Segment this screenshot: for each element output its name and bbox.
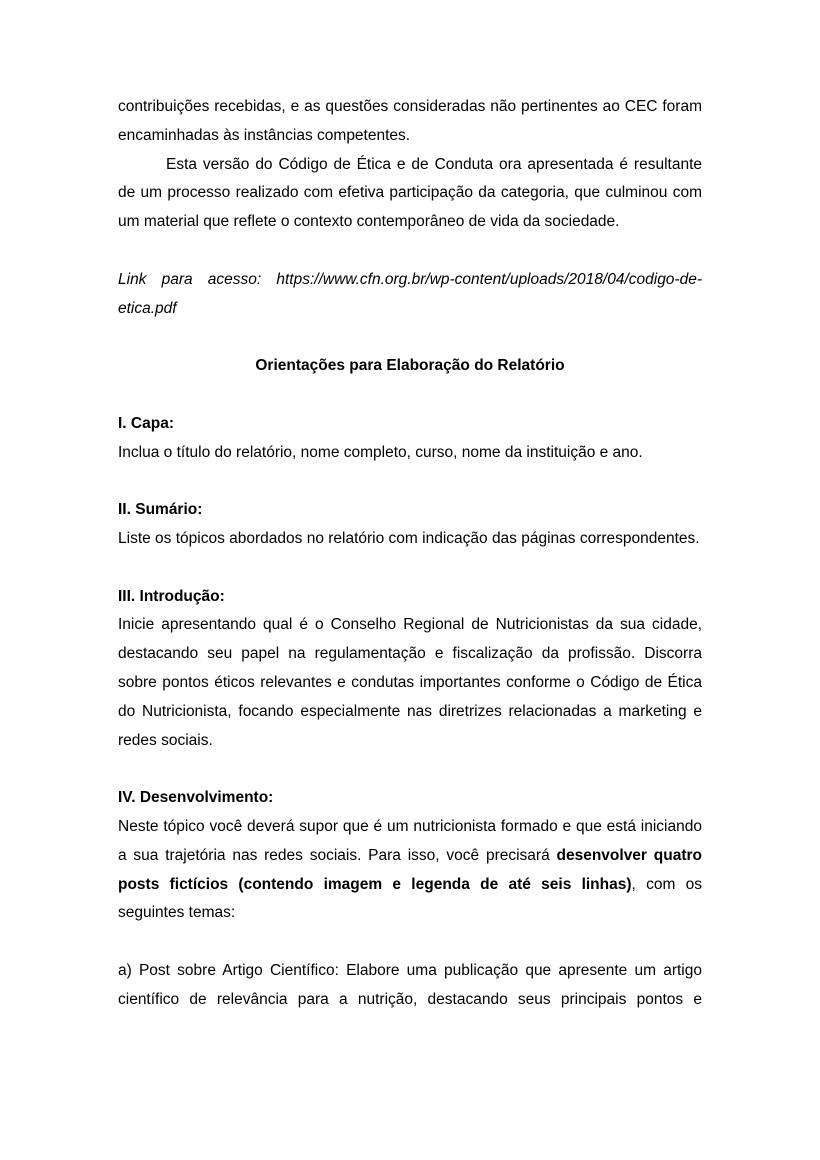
- intro-paragraph-version: Esta versão do Código de Ética e de Conduta ora apresentada é resultante de um processo realizado com efetiva participação da categoria, que culminou com um material que reflete o contexto contemporâneo de vida da sociedade.: [118, 155, 702, 231]
- spacer: [118, 755, 702, 784]
- spacer: [118, 237, 702, 266]
- section-text-desenvolvimento: [118, 813, 702, 928]
- spacer: [118, 323, 702, 352]
- section-text-sumario: Liste os tópicos abordados no relatório com indicação das páginas correspondentes.: [118, 529, 700, 547]
- main-heading: Orientações para Elaboração do Relatório: [255, 357, 565, 375]
- document-body: [118, 93, 702, 1015]
- access-link[interactable]: Link para acesso: https://www.cfn.org.br/wp-content/uploads/2018/04/codigo-de-etica.pdf: [118, 270, 702, 317]
- spacer: [118, 554, 702, 583]
- section-text-introducao: Inicie apresentando qual é o Conselho Regional de Nutricionistas da sua cidade, destacando seu papel na regulamentação e fiscalização da profissão. Discorra sobre pontos éticos relevantes e condutas importantes conforme o Código de Ética do Nutricionista, focando especialmente nas diretrizes relacionadas a marketing e redes sociais.: [118, 616, 702, 749]
- section-text-capa: Inclua o título do relatório, nome completo, curso, nome da instituição e ano.: [118, 443, 643, 461]
- section-title-capa: I. Capa:: [118, 414, 174, 432]
- spacer: [118, 928, 702, 957]
- section-title-sumario: II. Sumário:: [118, 501, 203, 519]
- spacer: [118, 381, 702, 410]
- desenvolvimento-text-bold: desenvolver quatro posts fictícios (contendo imagem e legenda de até seis linhas): [118, 846, 702, 893]
- section-title-desenvolvimento: IV. Desenvolvimento:: [118, 789, 274, 807]
- intro-paragraph-continuation: contribuições recebidas, e as questões consideradas não pertinentes ao CEC foram encaminhadas às instâncias competentes.: [118, 98, 702, 144]
- desenvolvimento-text-after: , com os seguintes temas:: [118, 875, 703, 922]
- desenvolvimento-text-before: Neste tópico você deverá supor que é um nutricionista formado e que está iniciando a sua trajetória nas redes sociais. Para isso, você precisará: [118, 817, 702, 864]
- spacer: [118, 467, 702, 496]
- section-title-introducao: III. Introdução:: [118, 587, 225, 605]
- item-a-paragraph: a) Post sobre Artigo Científico: Elabore uma publicação que apresente um artigo científico de relevância para a nutrição, destacando seus principais pontos e: [118, 961, 702, 1008]
